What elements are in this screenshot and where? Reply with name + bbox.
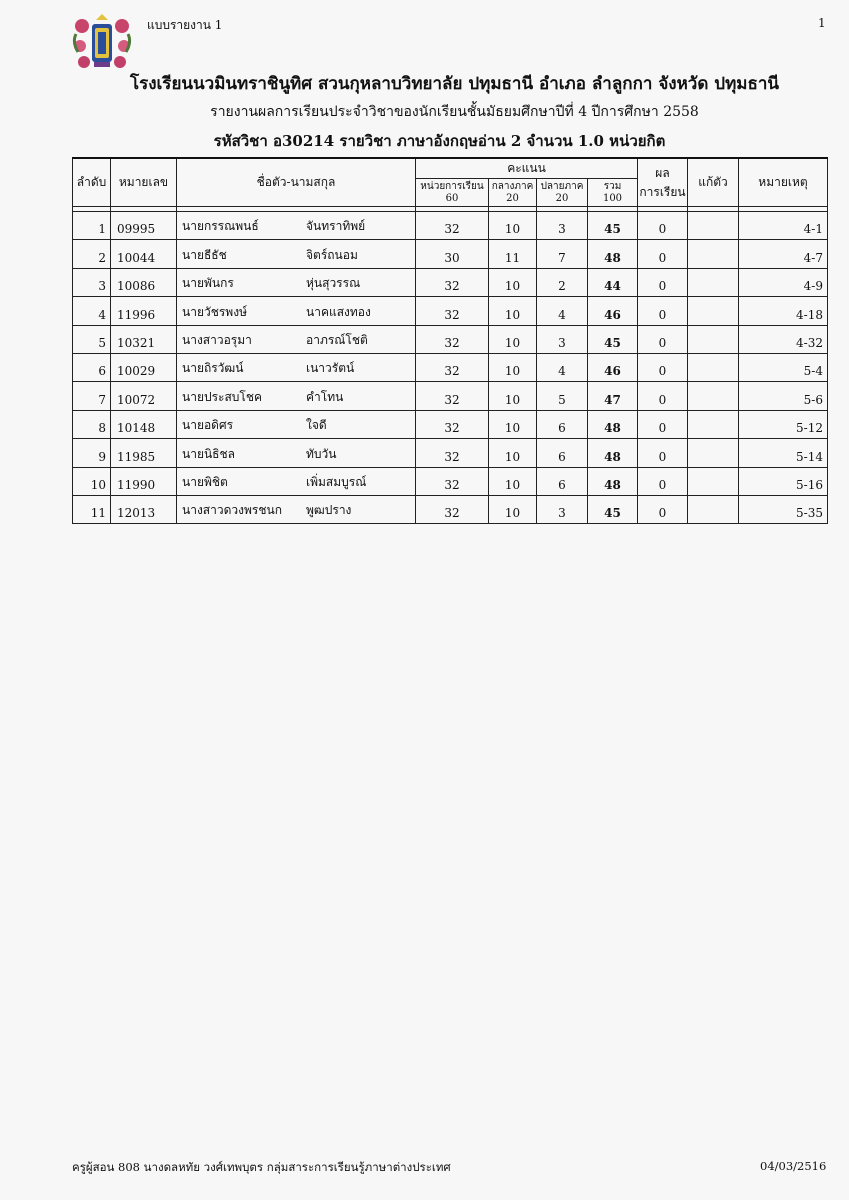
grade-revised xyxy=(688,382,739,410)
student-name xyxy=(177,325,416,353)
score-unit: 32 xyxy=(416,439,489,467)
score-total: 46 xyxy=(588,353,638,381)
remark: 5-16 xyxy=(739,467,828,495)
first-name: นายถิรวัฒน์ xyxy=(182,361,244,376)
print-date: 04/03/2516 xyxy=(760,1159,827,1173)
student-id: 10086 xyxy=(111,268,177,296)
student-id: 09995 xyxy=(111,212,177,240)
grade-revised xyxy=(688,297,739,325)
grade-result: 0 xyxy=(638,297,688,325)
score-final: 2 xyxy=(537,268,588,296)
row-no: 5 xyxy=(73,325,111,353)
col-header-no: ลำดับ xyxy=(73,158,111,207)
col-header-result xyxy=(638,158,688,207)
grade-result: 0 xyxy=(638,439,688,467)
score-final: 3 xyxy=(537,212,588,240)
student-name xyxy=(177,268,416,296)
midterm-max: 20 xyxy=(506,192,519,204)
row-no: 10 xyxy=(73,467,111,495)
first-name: นายอดิศร xyxy=(182,418,234,433)
grade-revised xyxy=(688,268,739,296)
score-midterm: 10 xyxy=(489,325,537,353)
first-name: นายวัชรพงษ์ xyxy=(182,304,247,319)
remark: 5-6 xyxy=(739,382,828,410)
table-row xyxy=(73,325,828,353)
score-midterm: 10 xyxy=(489,382,537,410)
remark: 5-35 xyxy=(739,495,828,523)
table-row xyxy=(73,410,828,438)
student-id: 11990 xyxy=(111,467,177,495)
score-final: 6 xyxy=(537,439,588,467)
last-name: อาภรณ์โชติ xyxy=(306,332,368,347)
last-name: ทับวัน xyxy=(306,446,337,461)
col-header-remark: หมายเหตุ xyxy=(739,158,828,207)
col-header-final xyxy=(537,179,588,207)
unit-max: 60 xyxy=(445,192,459,204)
row-no: 2 xyxy=(73,240,111,268)
last-name: ใจดี xyxy=(306,418,327,433)
page-number: 1 xyxy=(818,16,826,30)
student-name xyxy=(177,240,416,268)
col-header-unit xyxy=(416,179,489,207)
first-name: นายพิชิต xyxy=(182,474,228,489)
score-final: 6 xyxy=(537,467,588,495)
score-unit: 32 xyxy=(416,353,489,381)
score-final: 6 xyxy=(537,410,588,438)
score-unit: 30 xyxy=(416,240,489,268)
score-unit: 32 xyxy=(416,297,489,325)
remark: 5-4 xyxy=(739,353,828,381)
final-label: ปลายภาค xyxy=(540,180,584,192)
student-name xyxy=(177,297,416,325)
grade-revised xyxy=(688,240,739,268)
table-row xyxy=(73,353,828,381)
teacher-line: ครูผู้สอน 808 นางดลหทัย วงศ์เทพบุตร กลุ่มสาระการเรียนรู้ภาษาต่างประเทศ xyxy=(72,1160,451,1174)
total-max: 100 xyxy=(602,192,623,204)
last-name: จิตร์ถนอม xyxy=(306,247,358,262)
form-label: แบบรายงาน 1 xyxy=(147,18,223,32)
score-total: 48 xyxy=(588,467,638,495)
grade-result: 0 xyxy=(638,410,688,438)
student-id: 12013 xyxy=(111,495,177,523)
last-name: เนาวรัตน์ xyxy=(306,361,355,376)
row-no: 3 xyxy=(73,268,111,296)
subject-title: รหัสวิชา อ30214 รายวิชา ภาษาอังกฤษอ่าน 2 จำนวน 1.0 หน่วยกิต xyxy=(213,132,666,150)
grade-result: 0 xyxy=(638,495,688,523)
student-name xyxy=(177,353,416,381)
score-unit: 32 xyxy=(416,467,489,495)
score-final: 3 xyxy=(537,325,588,353)
first-name: นายประสบโชค xyxy=(182,389,263,404)
score-unit: 32 xyxy=(416,212,489,240)
row-no: 11 xyxy=(73,495,111,523)
grade-result: 0 xyxy=(638,325,688,353)
score-unit: 32 xyxy=(416,325,489,353)
final-max: 20 xyxy=(555,192,569,204)
col-header-revised: แก้ตัว xyxy=(688,158,739,207)
score-midterm: 10 xyxy=(489,353,537,381)
table-row xyxy=(73,240,828,268)
score-midterm: 10 xyxy=(489,410,537,438)
row-no: 1 xyxy=(73,212,111,240)
row-no: 7 xyxy=(73,382,111,410)
table-row xyxy=(73,268,828,296)
grade-revised xyxy=(688,495,739,523)
table-row xyxy=(73,382,828,410)
grades-table xyxy=(72,157,828,524)
score-midterm: 11 xyxy=(489,240,537,268)
col-header-score-group: คะแนน xyxy=(416,158,638,179)
last-name: เพิ่มสมบูรณ์ xyxy=(306,474,367,489)
remark: 5-12 xyxy=(739,410,828,438)
score-final: 5 xyxy=(537,382,588,410)
score-midterm: 10 xyxy=(489,467,537,495)
grade-revised xyxy=(688,467,739,495)
remark: 4-18 xyxy=(739,297,828,325)
unit-label: หน่วยการเรียน xyxy=(420,180,484,192)
score-total: 47 xyxy=(588,382,638,410)
score-unit: 32 xyxy=(416,495,489,523)
remark: 4-32 xyxy=(739,325,828,353)
student-id: 10072 xyxy=(111,382,177,410)
score-unit: 32 xyxy=(416,268,489,296)
col-header-midterm xyxy=(489,179,537,207)
grade-result: 0 xyxy=(638,268,688,296)
remark: 4-9 xyxy=(739,268,828,296)
score-midterm: 10 xyxy=(489,439,537,467)
score-total: 48 xyxy=(588,439,638,467)
report-title: รายงานผลการเรียนประจำวิชาของนักเรียนชั้นมัธยมศึกษาปีที่ 4 ปีการศึกษา 2558 xyxy=(210,104,699,120)
score-final: 3 xyxy=(537,495,588,523)
col-header-id: หมายเลข xyxy=(111,158,177,207)
score-unit: 32 xyxy=(416,382,489,410)
row-no: 4 xyxy=(73,297,111,325)
score-total: 48 xyxy=(588,410,638,438)
grade-result: 0 xyxy=(638,240,688,268)
total-label: รวม xyxy=(603,180,622,192)
result-label-2: การเรียน xyxy=(639,184,686,199)
last-name: คำโทน xyxy=(306,389,344,404)
grade-revised xyxy=(688,212,739,240)
last-name: พูฒปราง xyxy=(306,503,352,518)
col-header-name: ชื่อตัว-นามสกุล xyxy=(177,158,416,207)
score-final: 4 xyxy=(537,297,588,325)
grade-revised xyxy=(688,353,739,381)
first-name: นายกรรณพนธ์ xyxy=(182,219,259,234)
table-row xyxy=(73,495,828,523)
last-name: หุ่นสุวรรณ xyxy=(306,276,361,291)
grade-result: 0 xyxy=(638,353,688,381)
score-total: 44 xyxy=(588,268,638,296)
school-emblem-icon xyxy=(70,12,134,74)
table-row xyxy=(73,439,828,467)
student-name xyxy=(177,467,416,495)
student-id: 10148 xyxy=(111,410,177,438)
score-total: 46 xyxy=(588,297,638,325)
score-midterm: 10 xyxy=(489,495,537,523)
first-name: นายพันกร xyxy=(182,276,234,291)
score-total: 48 xyxy=(588,240,638,268)
grade-result: 0 xyxy=(638,382,688,410)
grade-revised xyxy=(688,325,739,353)
score-midterm: 10 xyxy=(489,297,537,325)
student-id: 11996 xyxy=(111,297,177,325)
grade-revised xyxy=(688,439,739,467)
student-id: 10321 xyxy=(111,325,177,353)
student-name xyxy=(177,495,416,523)
student-name xyxy=(177,212,416,240)
first-name: นายธีธัช xyxy=(182,247,227,262)
score-midterm: 10 xyxy=(489,212,537,240)
student-id: 10044 xyxy=(111,240,177,268)
student-id: 11985 xyxy=(111,439,177,467)
student-name xyxy=(177,439,416,467)
student-name xyxy=(177,410,416,438)
table-row xyxy=(73,212,828,240)
score-total: 45 xyxy=(588,212,638,240)
midterm-label: กลางภาค xyxy=(491,180,534,192)
last-name: จันทราทิพย์ xyxy=(306,219,366,234)
remark: 4-1 xyxy=(739,212,828,240)
last-name: นาคแสงทอง xyxy=(306,304,371,319)
score-total: 45 xyxy=(588,325,638,353)
first-name: นายนิธิชล xyxy=(182,446,235,461)
remark: 5-14 xyxy=(739,439,828,467)
first-name: นางสาวดวงพรชนก xyxy=(182,503,282,518)
student-name xyxy=(177,382,416,410)
score-final: 4 xyxy=(537,353,588,381)
col-header-total xyxy=(588,179,638,207)
score-final: 7 xyxy=(537,240,588,268)
table-row xyxy=(73,297,828,325)
score-midterm: 10 xyxy=(489,268,537,296)
score-total: 45 xyxy=(588,495,638,523)
table-row xyxy=(73,467,828,495)
row-no: 9 xyxy=(73,439,111,467)
grade-result: 0 xyxy=(638,212,688,240)
result-label-1: ผล xyxy=(655,165,670,180)
school-title: โรงเรียนนวมินทราชินูทิศ สวนกุหลาบวิทยาลัย ปทุมธานี อำเภอ ลำลูกกา จังหวัด ปทุมธานี xyxy=(129,74,780,94)
first-name: นางสาวอรุมา xyxy=(182,332,252,347)
row-no: 8 xyxy=(73,410,111,438)
row-no: 6 xyxy=(73,353,111,381)
remark: 4-7 xyxy=(739,240,828,268)
score-unit: 32 xyxy=(416,410,489,438)
grade-revised xyxy=(688,410,739,438)
grade-result: 0 xyxy=(638,467,688,495)
student-id: 10029 xyxy=(111,353,177,381)
